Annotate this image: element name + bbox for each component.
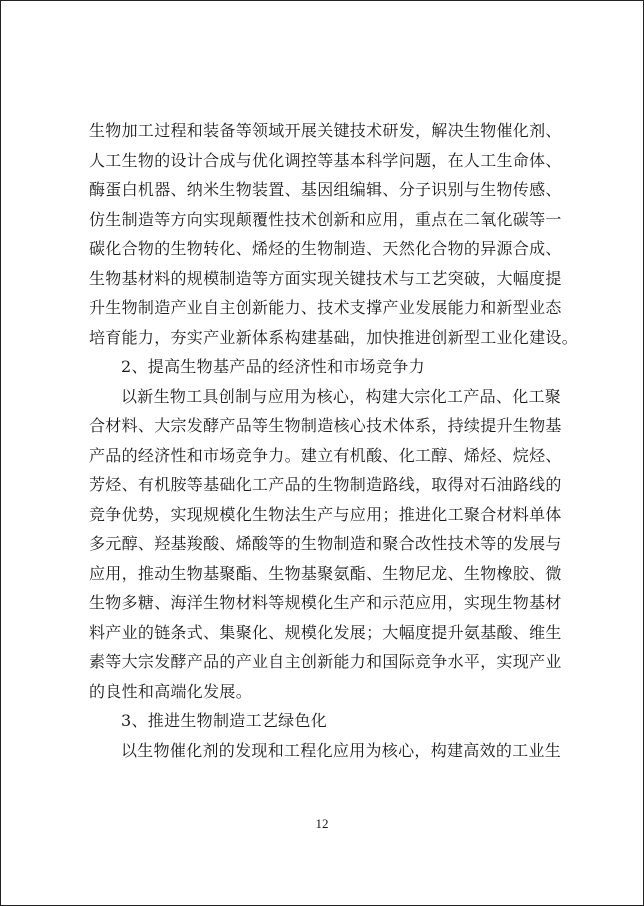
text-line: 以新生物工具创制与应用为核心，构建大宗化工产品、化工聚 xyxy=(121,386,562,406)
section-heading-3: 3、推进生物制造工艺绿色化 xyxy=(121,711,328,730)
text-line: 碳化合物的生物转化、烯烃的生物制造、天然化合物的异源合成、 xyxy=(89,239,562,258)
section-heading-2: 2、提高生物基产品的经济性和市场竞争力 xyxy=(121,357,425,376)
text-line: 竞争优势，实现规模化生物法生产与应用；推进化工聚合材料单体 xyxy=(89,504,562,524)
text-line: 生物基材料的规模制造等方面实现关键技术与工艺突破，大幅度提 xyxy=(89,268,562,288)
document-body xyxy=(89,116,579,765)
text-line: 生物加工过程和装备等领域开展关键技术研发，解决生物催化剂、 xyxy=(89,121,562,140)
text-line: 以生物催化剂的发现和工程化应用为核心，构建高效的工业生 xyxy=(121,740,562,760)
paragraph-2 xyxy=(89,382,562,707)
text-line: 素等大宗发酵产品的产业自主创新能力和国际竞争水平，实现产业 xyxy=(89,652,562,671)
text-line: 升生物制造产业自主创新能力、技术支撑产业发展能力和新型业态 xyxy=(89,298,562,317)
text-line: 生物多糖、海洋生物材料等规模化生产和示范应用，实现生物基材 xyxy=(89,593,562,612)
text-line: 产品的经济性和市场竞争力。建立有机酸、化工醇、烯烃、烷烃、 xyxy=(89,445,562,465)
text-line: 合材料、大宗发酵产品等生物制造核心技术体系，持续提升生物基 xyxy=(89,416,562,435)
text-line: 芳烃、有机胺等基础化工产品的生物制造路线，取得对石油路线的 xyxy=(89,475,562,494)
paragraph-1 xyxy=(89,116,579,352)
paragraph-3 xyxy=(89,736,562,766)
text-line: 仿生制造等方向实现颠覆性技术创新和应用，重点在二氧化碳等一 xyxy=(89,209,562,229)
page-number: 12 xyxy=(315,816,329,831)
text-line: 培育能力，夯实产业新体系构建基础，加快推进创新型工业化建设。 xyxy=(89,327,579,347)
text-line: 多元醇、羟基羧酸、烯酸等的生物制造和聚合改性技术等的发展与 xyxy=(89,534,562,553)
text-line: 酶蛋白机器、纳米生物装置、基因组编辑、分子识别与生物传感、 xyxy=(89,180,562,199)
text-line: 应用，推动生物基聚酯、生物基聚氨酯、生物尼龙、生物橡胶、微 xyxy=(89,563,562,583)
text-line: 的良性和高端化发展。 xyxy=(89,681,253,701)
text-line: 料产业的链条式、集聚化、规模化发展；大幅度提升氨基酸、维生 xyxy=(89,622,562,642)
text-line: 人工生物的设计合成与优化调控等基本科学问题，在人工生命体、 xyxy=(89,150,562,170)
